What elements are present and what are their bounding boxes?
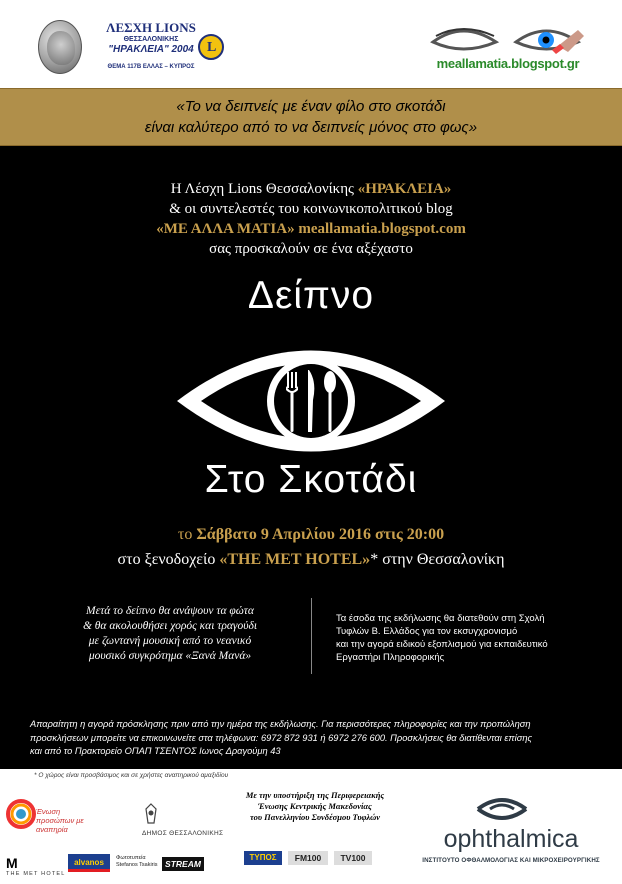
support-line-1: Με την υποστήριξη της Περιφερειακής xyxy=(245,790,385,800)
sponsor-logo-6: STREAM xyxy=(162,857,204,871)
club-highlight: «ΗΡΑΚΛΕΙΑ» xyxy=(357,181,452,197)
after-dinner-line-1: Μετά το δείπνο θα ανάψουν τα φώτα xyxy=(86,605,254,617)
quote-band xyxy=(0,88,622,146)
sponsor-logo-3: THE MET HOTEL xyxy=(6,871,66,877)
club-branch: "ΗΡΑΚΛΕΙΑ" 2004 xyxy=(108,44,194,55)
vertical-divider xyxy=(311,598,312,674)
blog-link[interactable]: meallamatia.blogspot.com xyxy=(294,221,466,237)
ophthalmica-logo-icon xyxy=(474,797,530,821)
event-venue xyxy=(0,551,622,569)
proceeds-text xyxy=(336,612,598,664)
sponsor-logo-2: ΔΗΜΟΣ ΘΕΣΣΑΛΟΝΙΚΗΣ xyxy=(142,830,224,837)
municipality-emblem-icon xyxy=(144,803,158,825)
intro-line-2: & οι συντελεστές του κοινωνικοπολιτικού blog xyxy=(169,201,453,217)
event-date xyxy=(0,526,622,544)
event-title-bottom: Στο Σκοτάδι xyxy=(204,458,418,501)
club-district: ΘΕΜΑ 117Β ΕΛΛΑΣ – ΚΥΠΡΟΣ xyxy=(107,64,195,70)
met-hotel-m-icon: M xyxy=(6,855,18,871)
venue-suffix: * στην Θεσσαλονίκη xyxy=(370,551,505,568)
proceeds-line-4: Εργαστήρι Πληροφορικής xyxy=(336,652,445,663)
support-line-3: του Πανελληνίου Συνδέσμου Τυφλών xyxy=(249,812,381,822)
sponsor-logo-7: ΤΥΠΟΣ xyxy=(244,851,282,865)
support-line-2: Ένωσης Κεντρικής Μακεδονίας xyxy=(258,801,372,811)
sponsor-logo-5: Φωτοτυπεία Stefanos Tsakiris xyxy=(116,855,158,868)
venue-hotel: «THE MET HOTEL» xyxy=(219,551,371,568)
proceeds-line-1: Τα έσοδα της εκδήλωσης θα διατεθούν στη Σχολή xyxy=(336,613,545,624)
lions-emblem-icon xyxy=(198,34,224,60)
sponsor-logo-9: TV100 xyxy=(334,851,372,865)
date-value: Σάββατο 9 Απριλίου 2016 στις 20:00 xyxy=(196,526,445,543)
quote-line-1: «Το να δειπνείς με έναν φίλο στο σκοτάδι xyxy=(176,98,446,115)
club-name: ΛΕΣΧΗ LIONS xyxy=(106,20,196,35)
intro-line-4: σας προσκαλούν σε ένα αξέχαστο xyxy=(209,241,413,257)
event-title-top: Δείπνο xyxy=(247,274,375,317)
after-dinner-line-2: & θα ακολουθήσει χορός και τραγούδι xyxy=(82,620,258,632)
intro-line-1 xyxy=(0,179,622,199)
support-text xyxy=(218,790,412,823)
club-city: ΘΕΣΣΑΛΟΝΙΚΗΣ xyxy=(123,36,179,43)
proceeds-line-2: Τυφλών Β. Ελλάδος για τον εκσυγχρονισμό xyxy=(336,626,518,637)
venue-prefix: στο ξενοδοχείο xyxy=(117,551,220,568)
after-dinner-line-4: μουσικό συγκρότημα «Ξανά Μανά» xyxy=(88,650,252,662)
disability-union-logo-icon xyxy=(6,799,36,829)
intro-line-1-text: Η Λέσχη Lions Θεσσαλονίκης xyxy=(170,181,358,197)
after-dinner-line-3: με ζωντανή μουσική από το νεανικό xyxy=(88,635,252,647)
lions-emblem-letter: L xyxy=(207,40,217,55)
sponsor-logo-8: FM100 xyxy=(288,851,328,865)
eye-with-cutlery-icon xyxy=(171,342,451,460)
after-dinner-text xyxy=(40,604,300,664)
quote-line-2: είναι καλύτερο από το να δειπνείς μόνος στο φως» xyxy=(144,119,478,136)
sponsor-logo-4: alvanos xyxy=(68,854,110,872)
ophthalmica-name: ophthalmica xyxy=(443,825,579,853)
quote xyxy=(0,96,622,138)
blog-highlight: «ΜΕ ΑΛΛΑ ΜΑΤΙΑ» xyxy=(156,221,295,237)
date-prefix: το xyxy=(177,526,197,543)
sponsor-logo-1: Ένωση προσώπων με αναπηρία xyxy=(36,807,84,834)
ticket-notice xyxy=(30,718,600,759)
coin-logo-icon xyxy=(38,20,82,74)
notice-line-1: Απαραίτητη η αγορά πρόσκλησης πριν από την ημέρα της εκδήλωσης. Για περισσότερες πληροφορίες και την προπώληση xyxy=(30,719,531,729)
blog-url: meallamatia.blogspot.gr xyxy=(436,56,580,71)
notice-line-2: προσκλήσεων μπορείτε να επικοινωνείτε στα τηλέφωνα: 6972 872 931 ή 6972 276 600. Προσκλήσεις θα διατίθενται επίσης xyxy=(30,732,533,743)
intro-line-3 xyxy=(0,219,622,239)
main-invitation xyxy=(0,146,622,769)
accessibility-footnote: * Ο χώρος είναι προσβάσιμος και σε χρήστες αναπηρικού αμαξιδίου xyxy=(34,772,229,779)
header xyxy=(0,0,622,88)
notice-line-3: και από το Πρακτορείο ΟΠΑΠ ΤΣΕΝΤΟΣ Ιωνος Δραγούμη 43 xyxy=(30,746,281,756)
intro xyxy=(0,179,622,259)
ophthalmica-subtitle: ΙΝΣΤΙΤΟΥΤΟ ΟΦΘΑΛΜΟΛΟΓΙΑΣ ΚΑΙ ΜΙΚΡΟΧΕΙΡΟΥΡΓΙΚΗΣ xyxy=(422,857,600,864)
proceeds-line-3: και την αγορά ειδικού εξοπλισμού για εκπαιδευτικό xyxy=(336,639,548,650)
